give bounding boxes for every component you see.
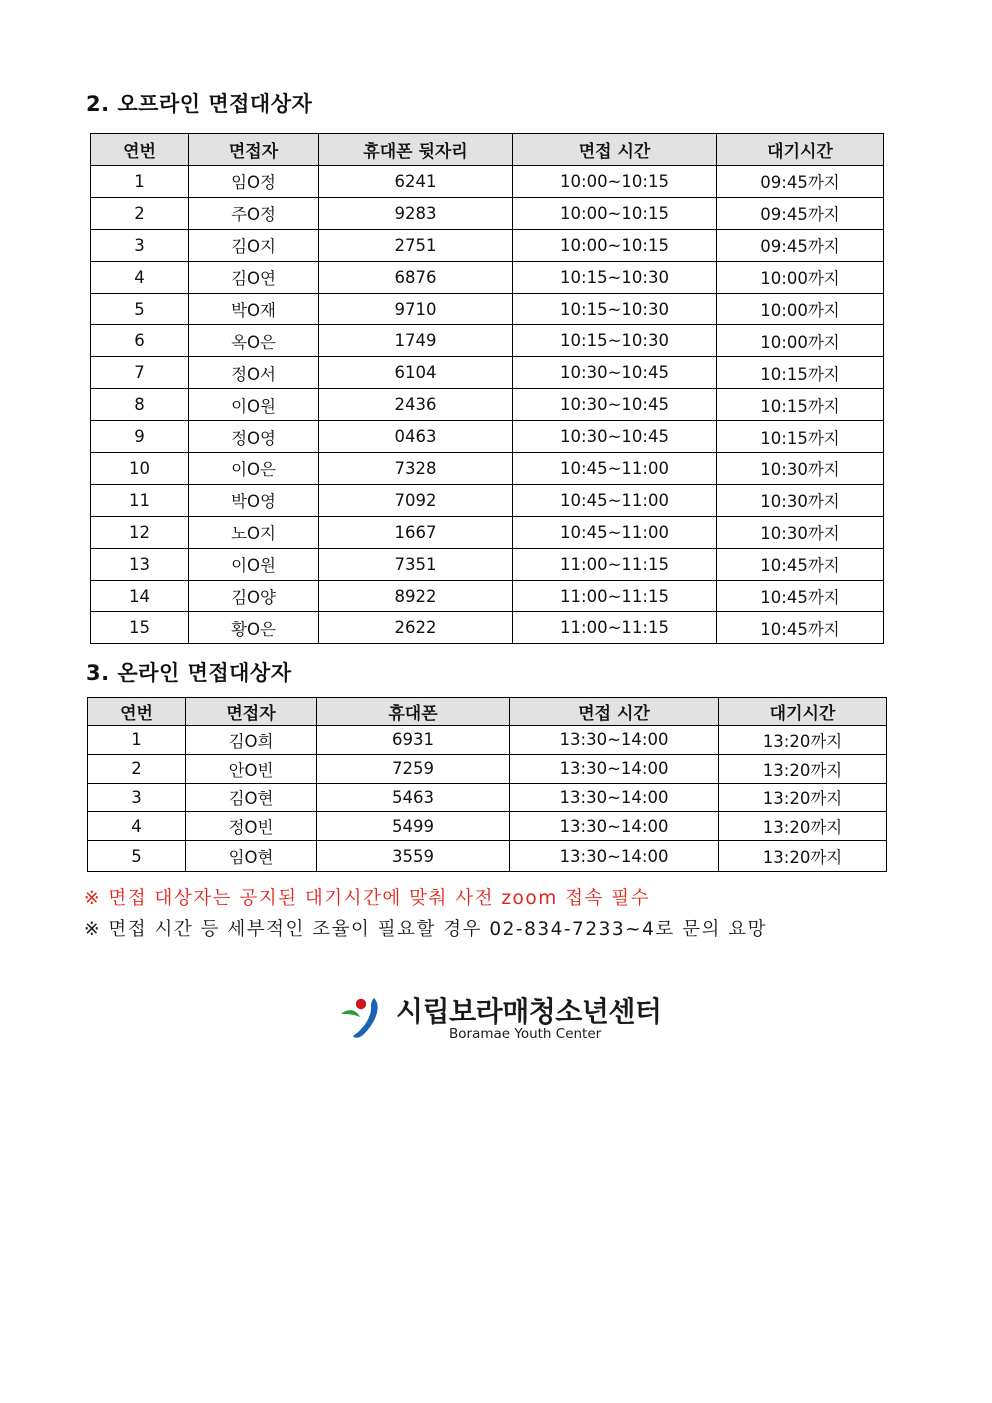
interviewee-cell: 노O지 (189, 516, 319, 548)
interview-time-cell: 13:30~14:00 (510, 841, 719, 872)
table-header-row (91, 134, 884, 166)
header-cell: 면접 시간 (510, 698, 719, 726)
table-row (91, 580, 884, 612)
interview-time-cell: 10:00~10:15 (513, 229, 717, 261)
interviewee-cell: 김O양 (189, 580, 319, 612)
header-cell: 대기시간 (719, 698, 887, 726)
row-number-cell: 5 (91, 293, 189, 325)
table-row (91, 548, 884, 580)
table-row (88, 783, 887, 812)
phone-cell: 8922 (319, 580, 513, 612)
interview-time-cell: 10:45~11:00 (513, 516, 717, 548)
wait-time-cell: 10:00까지 (717, 261, 884, 293)
table-row (88, 812, 887, 841)
row-number-cell: 7 (91, 357, 189, 389)
interviewee-cell: 김O현 (186, 783, 317, 812)
phone-cell: 1749 (319, 325, 513, 357)
phone-cell: 6931 (317, 726, 510, 755)
interview-time-cell: 10:15~10:30 (513, 293, 717, 325)
logo-name-english: Boramae Youth Center (449, 1026, 602, 1042)
interviewee-cell: 정O영 (189, 421, 319, 453)
interview-time-cell: 10:45~11:00 (513, 484, 717, 516)
phone-cell: 7092 (319, 484, 513, 516)
table-row (91, 325, 884, 357)
online-interview-table (87, 697, 887, 872)
phone-cell: 7328 (319, 453, 513, 485)
row-number-cell: 2 (91, 197, 189, 229)
row-number-cell: 4 (91, 261, 189, 293)
row-number-cell: 13 (91, 548, 189, 580)
interview-time-cell: 11:00~11:15 (513, 548, 717, 580)
header-cell: 면접자 (186, 698, 317, 726)
wait-time-cell: 13:20까지 (719, 754, 887, 783)
offline-interview-table (90, 133, 884, 644)
header-cell: 휴대폰 뒷자리 (319, 134, 513, 166)
interviewee-cell: 옥O은 (189, 325, 319, 357)
interview-time-cell: 10:30~10:45 (513, 389, 717, 421)
center-logo (338, 990, 668, 1050)
wait-time-cell: 10:30까지 (717, 484, 884, 516)
interview-time-cell: 11:00~11:15 (513, 580, 717, 612)
row-number-cell: 4 (88, 812, 186, 841)
row-number-cell: 10 (91, 453, 189, 485)
header-cell: 연번 (91, 134, 189, 166)
online-section-title: 3. 온라인 면접대상자 (86, 661, 292, 685)
header-cell: 면접 시간 (513, 134, 717, 166)
row-number-cell: 11 (91, 484, 189, 516)
row-number-cell: 6 (91, 325, 189, 357)
interview-time-cell: 11:00~11:15 (513, 612, 717, 644)
row-number-cell: 8 (91, 389, 189, 421)
phone-cell: 6241 (319, 166, 513, 198)
table-row (91, 453, 884, 485)
wait-time-cell: 10:15까지 (717, 357, 884, 389)
phone-cell: 9283 (319, 197, 513, 229)
logo-name-korean: 시립보라매청소년센터 (396, 995, 662, 1028)
interviewee-cell: 정O빈 (186, 812, 317, 841)
table-row (88, 754, 887, 783)
contact-notice: ※ 면접 시간 등 세부적인 조율이 필요할 경우 02-834-7233~4로 문의 요망 (84, 919, 768, 940)
interview-time-cell: 13:30~14:00 (510, 812, 719, 841)
interviewee-cell: 이O원 (189, 548, 319, 580)
interview-time-cell: 10:30~10:45 (513, 357, 717, 389)
row-number-cell: 1 (88, 726, 186, 755)
interview-time-cell: 10:00~10:15 (513, 197, 717, 229)
row-number-cell: 15 (91, 612, 189, 644)
phone-cell: 6104 (319, 357, 513, 389)
wait-time-cell: 10:30까지 (717, 453, 884, 485)
phone-cell: 7259 (317, 754, 510, 783)
wait-time-cell: 13:20까지 (719, 726, 887, 755)
interview-time-cell: 10:15~10:30 (513, 325, 717, 357)
phone-cell: 5499 (317, 812, 510, 841)
interviewee-cell: 정O서 (189, 357, 319, 389)
interview-time-cell: 10:15~10:30 (513, 261, 717, 293)
row-number-cell: 9 (91, 421, 189, 453)
phone-cell: 2436 (319, 389, 513, 421)
logo-symbol-icon (338, 994, 386, 1042)
interview-time-cell: 13:30~14:00 (510, 754, 719, 783)
row-number-cell: 12 (91, 516, 189, 548)
wait-time-cell: 09:45까지 (717, 229, 884, 261)
phone-cell: 2622 (319, 612, 513, 644)
phone-cell: 1667 (319, 516, 513, 548)
wait-time-cell: 10:30까지 (717, 516, 884, 548)
interviewee-cell: 임O현 (186, 841, 317, 872)
interviewee-cell: 박O영 (189, 484, 319, 516)
row-number-cell: 2 (88, 754, 186, 783)
interview-time-cell: 10:00~10:15 (513, 166, 717, 198)
table-row (91, 389, 884, 421)
interviewee-cell: 주O정 (189, 197, 319, 229)
table-row (88, 726, 887, 755)
wait-time-cell: 10:45까지 (717, 548, 884, 580)
wait-time-cell: 10:45까지 (717, 580, 884, 612)
phone-cell: 2751 (319, 229, 513, 261)
phone-cell: 9710 (319, 293, 513, 325)
row-number-cell: 1 (91, 166, 189, 198)
wait-time-cell: 09:45까지 (717, 197, 884, 229)
interview-time-cell: 10:45~11:00 (513, 453, 717, 485)
table-row (91, 421, 884, 453)
wait-time-cell: 10:45까지 (717, 612, 884, 644)
row-number-cell: 3 (91, 229, 189, 261)
table-row (91, 293, 884, 325)
wait-time-cell: 13:20까지 (719, 783, 887, 812)
wait-time-cell: 13:20까지 (719, 812, 887, 841)
interviewee-cell: 황O은 (189, 612, 319, 644)
zoom-access-notice: ※ 면접 대상자는 공지된 대기시간에 맞춰 사전 zoom 접속 필수 (84, 888, 650, 909)
header-cell: 면접자 (189, 134, 319, 166)
table-row (91, 484, 884, 516)
phone-cell: 7351 (319, 548, 513, 580)
row-number-cell: 14 (91, 580, 189, 612)
interviewee-cell: 이O원 (189, 389, 319, 421)
wait-time-cell: 10:00까지 (717, 325, 884, 357)
phone-cell: 6876 (319, 261, 513, 293)
phone-cell: 3559 (317, 841, 510, 872)
table-row (91, 261, 884, 293)
table-row (91, 229, 884, 261)
interviewee-cell: 안O빈 (186, 754, 317, 783)
interview-time-cell: 10:30~10:45 (513, 421, 717, 453)
wait-time-cell: 10:15까지 (717, 389, 884, 421)
table-row (91, 197, 884, 229)
table-row (88, 841, 887, 872)
header-cell: 휴대폰 (317, 698, 510, 726)
table-row (91, 357, 884, 389)
table-row (91, 166, 884, 198)
header-cell: 대기시간 (717, 134, 884, 166)
phone-cell: 5463 (317, 783, 510, 812)
offline-section-title: 2. 오프라인 면접대상자 (86, 92, 313, 116)
interviewee-cell: 이O은 (189, 453, 319, 485)
wait-time-cell: 10:00까지 (717, 293, 884, 325)
wait-time-cell: 13:20까지 (719, 841, 887, 872)
row-number-cell: 5 (88, 841, 186, 872)
table-header-row (88, 698, 887, 726)
interview-time-cell: 13:30~14:00 (510, 726, 719, 755)
interviewee-cell: 박O재 (189, 293, 319, 325)
wait-time-cell: 10:15까지 (717, 421, 884, 453)
row-number-cell: 3 (88, 783, 186, 812)
interviewee-cell: 임O정 (189, 166, 319, 198)
interviewee-cell: 김O희 (186, 726, 317, 755)
wait-time-cell: 09:45까지 (717, 166, 884, 198)
interview-time-cell: 13:30~14:00 (510, 783, 719, 812)
table-row (91, 612, 884, 644)
phone-cell: 0463 (319, 421, 513, 453)
table-row (91, 516, 884, 548)
interviewee-cell: 김O연 (189, 261, 319, 293)
interviewee-cell: 김O지 (189, 229, 319, 261)
header-cell: 연번 (88, 698, 186, 726)
